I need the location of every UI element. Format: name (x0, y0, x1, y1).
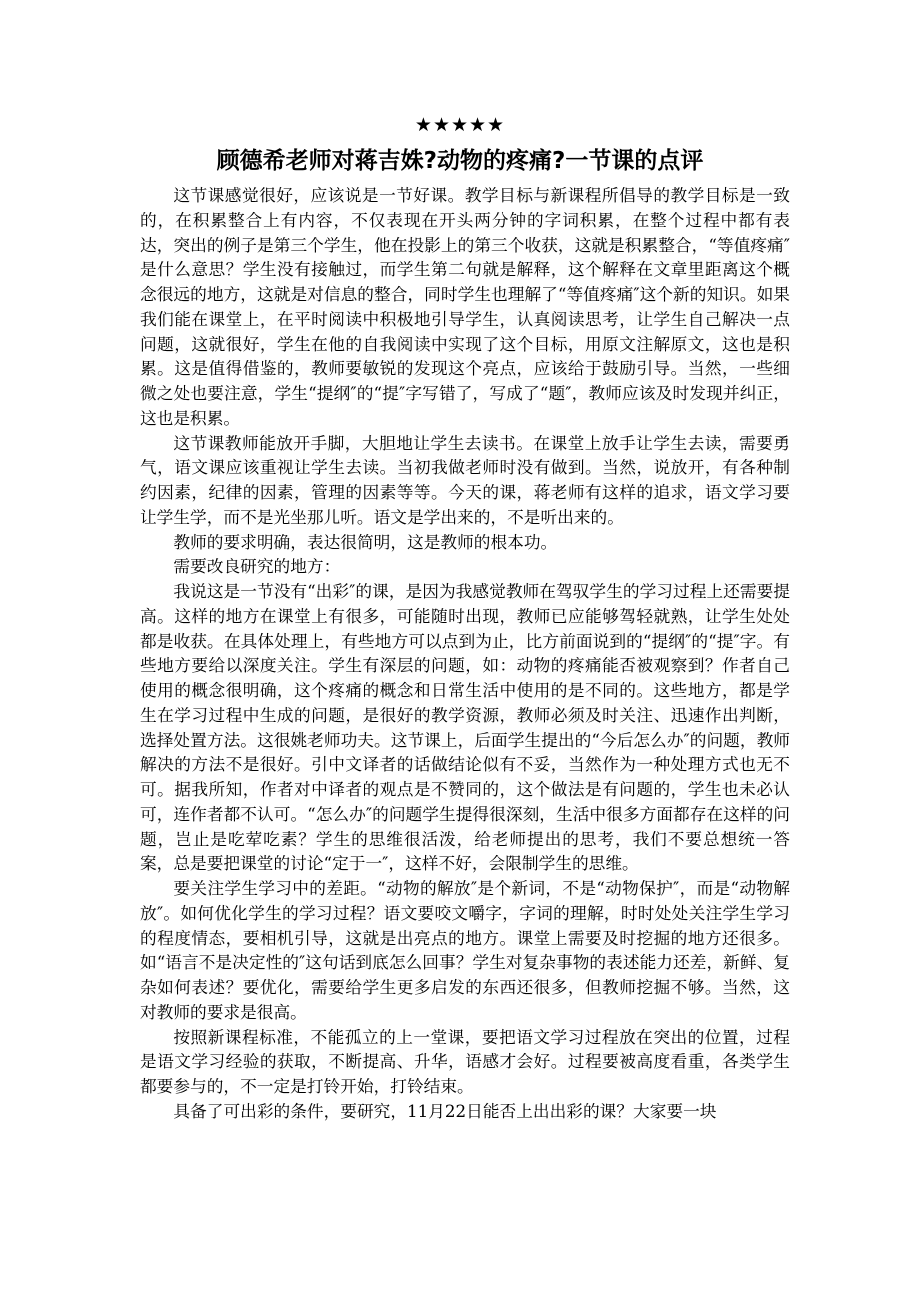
paragraph: 要关注学生学习中的差距。“动物的解放″是个新词，不是“动物保护″，而是“动物解放″。如何优化学生的学习过程？语文要咬文嚼字，字词的理解，时时处处关注学生学习的程度情态，要相机引导，这就是出亮点的地方。课堂上需要及时挖掘的地方还很多。如“语言不是决定性的″这句话到底怎么回事？学生对复杂事物的表述能力还差，新鲜、复杂如何表述？要优化，需要给学生更多启发的东西还很多，但教师挖掘不够。当然，这对教师的要求是很高。 (140, 878, 790, 1022)
document-body (140, 183, 790, 1124)
paragraph: 具备了可出彩的条件，要研究，11月22日能否上出出彩的课？大家要一块 (173, 1100, 717, 1121)
paragraph: 按照新课程标准，不能孤立的上一堂课，要把语文学习过程放在突出的位置，过程是语文学习经验的获取，不断提高、升华，语感才会好。过程要被高度看重，各类学生都要参与的，不一定是打铃开始，打铃结束。 (140, 1026, 790, 1096)
star-rating-heading: ★★★★★ (414, 114, 506, 136)
paragraph: 我说这是一节没有“出彩″的课，是因为我感觉教师在驾驭学生的学习过程上还需要提高。这样的地方在课堂上有很多，可能随时出现，教师已应能够驾轻就熟，让学生处处都是收获。在具体处理上，有些地方可以点到为止，比方前面说到的“提纲″的“提″字。有些地方要给以深度关注。学生有深层的问题，如：动物的疼痛能否被观察到？作者自己使用的概念很明确，这个疼痛的概念和日常生活中使用的是不同的。这些地方，都是学生在学习过程中生成的问题，是很好的教学资源，教师必须及时关注、迅速作出判断，选择处置方法。这很姚老师功夫。这节课上，后面学生提出的“今后怎么办″的问题，教师解决的方法不是很好。引中文译者的话做结论似有不妥，当然作为一种处理方式也无不可。据我所知，作者对中译者的观点是不赞同的，这个做法是有问题的，学生也未必认可，连作者都不认可。“怎么办″的问题学生提得很深刻，生活中很多方面都存在这样的问题，岂止是吃荤吃素？学生的思维很活泼，给老师提出的思考，我们不要总想统一答案，总是要把课堂的讨论“定于一″，这样不好，会限制学生的思维。 (140, 581, 790, 874)
paragraph: 这节课教师能放开手脚，大胆地让学生去读书。在课堂上放手让学生去读，需要勇气，语文课应该重视让学生去读。当初我做老师时没有做到。当然，说放开，有各种制约因素，纪律的因素，管理的因素等等。今天的课，蒋老师有这样的追求，语文学习要让学生学，而不是光坐那儿听。语文是学出来的，不是听出来的。 (140, 432, 790, 527)
paragraph-heading: 需要改良研究的地方： (173, 556, 341, 577)
paragraph: 教师的要求明确，表达很简明，这是教师的根本功。 (173, 531, 558, 552)
document-title: 顾德希老师对蒋吉姝?动物的疼痛?一节课的点评 (216, 148, 704, 174)
paragraph: 这节课感觉很好，应该说是一节好课。教学目标与新课程所倡导的教学目标是一致的，在积累整合上有内容，不仅表现在开头两分钟的字词积累，在整个过程中都有表达，突出的例子是第三个学生，他在投影上的第三个收获，这就是积累整合，“等值疼痛″是什么意思？学生没有接触过，而学生第二句就是解释，这个解释在文章里距离这个概念很远的地方，这就是对信息的整合，同时学生也理解了“等值疼痛″这个新的知识。如果我们能在课堂上，在平时阅读中积极地引导学生，认真阅读思考，让学生自己解决一点问题，这就很好，学生在他的自我阅读中实现了这个目标，用原文注解原文，这也是积累。这是值得借鉴的，教师要敏锐的发现这个亮点，应该给于鼓励引导。当然，一些细微之处也要注意，学生“提纲″的“提″字写错了，写成了“题″，教师应该及时发现并纠正，这也是积累。 (140, 185, 790, 428)
